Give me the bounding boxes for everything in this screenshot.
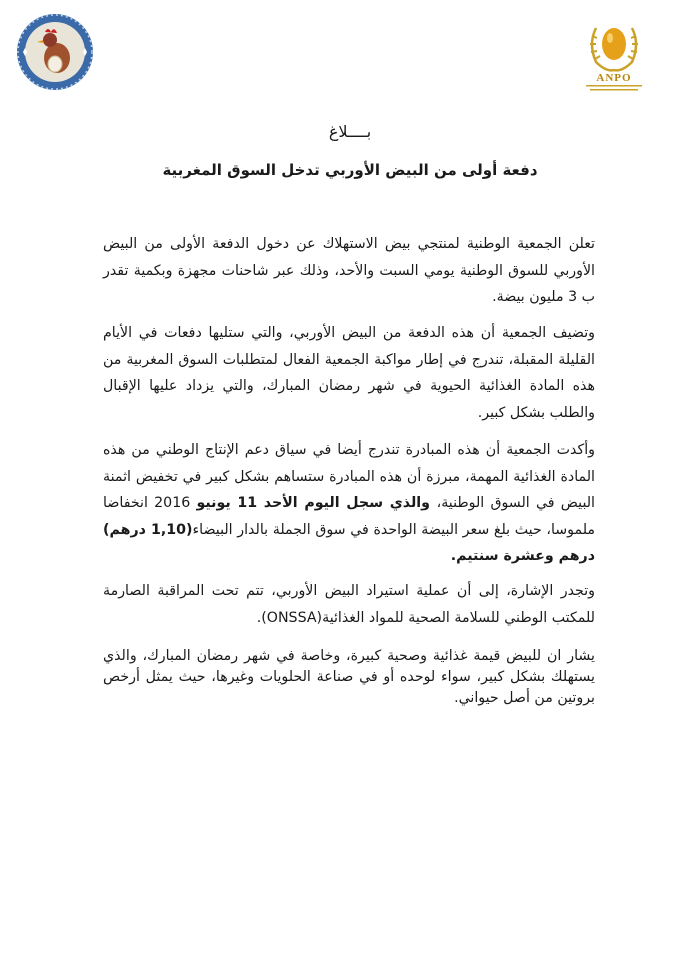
paragraph-4: وتجدر الإشارة، إلى أن عملية استيراد البيض الأوربي، تتم تحت المراقبة الصارمة للمكتب الوطني للسلامة الصحية للمواد الغذائية(ONSSA). bbox=[103, 583, 595, 626]
paragraph-2: وتضيف الجمعية أن هذه الدفعة من البيض الأوربي، والتي ستليها دفعات في الأيام القليلة المقبلة، تندرج في إطار مواكبة الجمعية الفعال لمتطلبات السوق المغربية من هذه المادة الغذائية الحيوية في شهر رمضان المبارك، والتي يزداد عليها الإقبال والطلب بشكل كبير. bbox=[103, 325, 595, 421]
paragraph-1: تعلن الجمعية الوطنية لمنتجي بيض الاستهلاك عن دخول الدفعة الأولى من البيض الأوربي للسوق الوطنية يومي السبت والأحد، وذلك عبر شاحنات مجهزة وبكمية تقدر ب 3 مليون بيضة. bbox=[103, 236, 595, 305]
paragraph-3-bold-date: والذي سجل اليوم الأحد 11 يونيو bbox=[196, 495, 437, 511]
document-title: دفعة أولى من البيض الأوربي تدخل السوق المغربية bbox=[162, 161, 538, 179]
paragraph-5: يشار ان للبيض قيمة غذائية وصحية كبيرة، وخاصة في شهر رمضان المبارك، والذي يستهلك بشكل كبير، سواء لوحده أو في صناعة الحلويات وغيرها، حيث يمثل أرخص بروتين من أصل حيواني. bbox=[103, 648, 595, 706]
anpo-logo-label: ANPO bbox=[596, 72, 632, 84]
paragraph-3-start: وأكدت الجمعية أن هذه المبادرة تندرج أيضا في سياق دعم الإنتاج الوطني من هذه المادة الغذائية المهمة، مبرزة أن هذه المبادرة ستساهم بشكل كبير في تخفيض اثمنة البيض في السوق الوطنية، bbox=[103, 442, 595, 511]
association-logo-left bbox=[15, 12, 95, 92]
paragraph-3 bbox=[103, 437, 595, 570]
anpo-logo bbox=[578, 14, 650, 98]
paragraph-3-bold-price: (1,10 درهم) درهم وعشرة سنتيم. bbox=[103, 521, 595, 564]
announcement-label: بــــلاغ bbox=[328, 122, 372, 141]
anpo-logo-subtitle-lines bbox=[578, 84, 650, 92]
paragraph-3-middle: 2016 انخفاضا ملموسا، حيث بلغ سعر البيضة الواحدة في سوق الجملة بالدار البيضاء bbox=[103, 495, 595, 538]
golden-egg-laurel-icon bbox=[584, 14, 644, 74]
rooster-seal-icon bbox=[15, 12, 95, 92]
